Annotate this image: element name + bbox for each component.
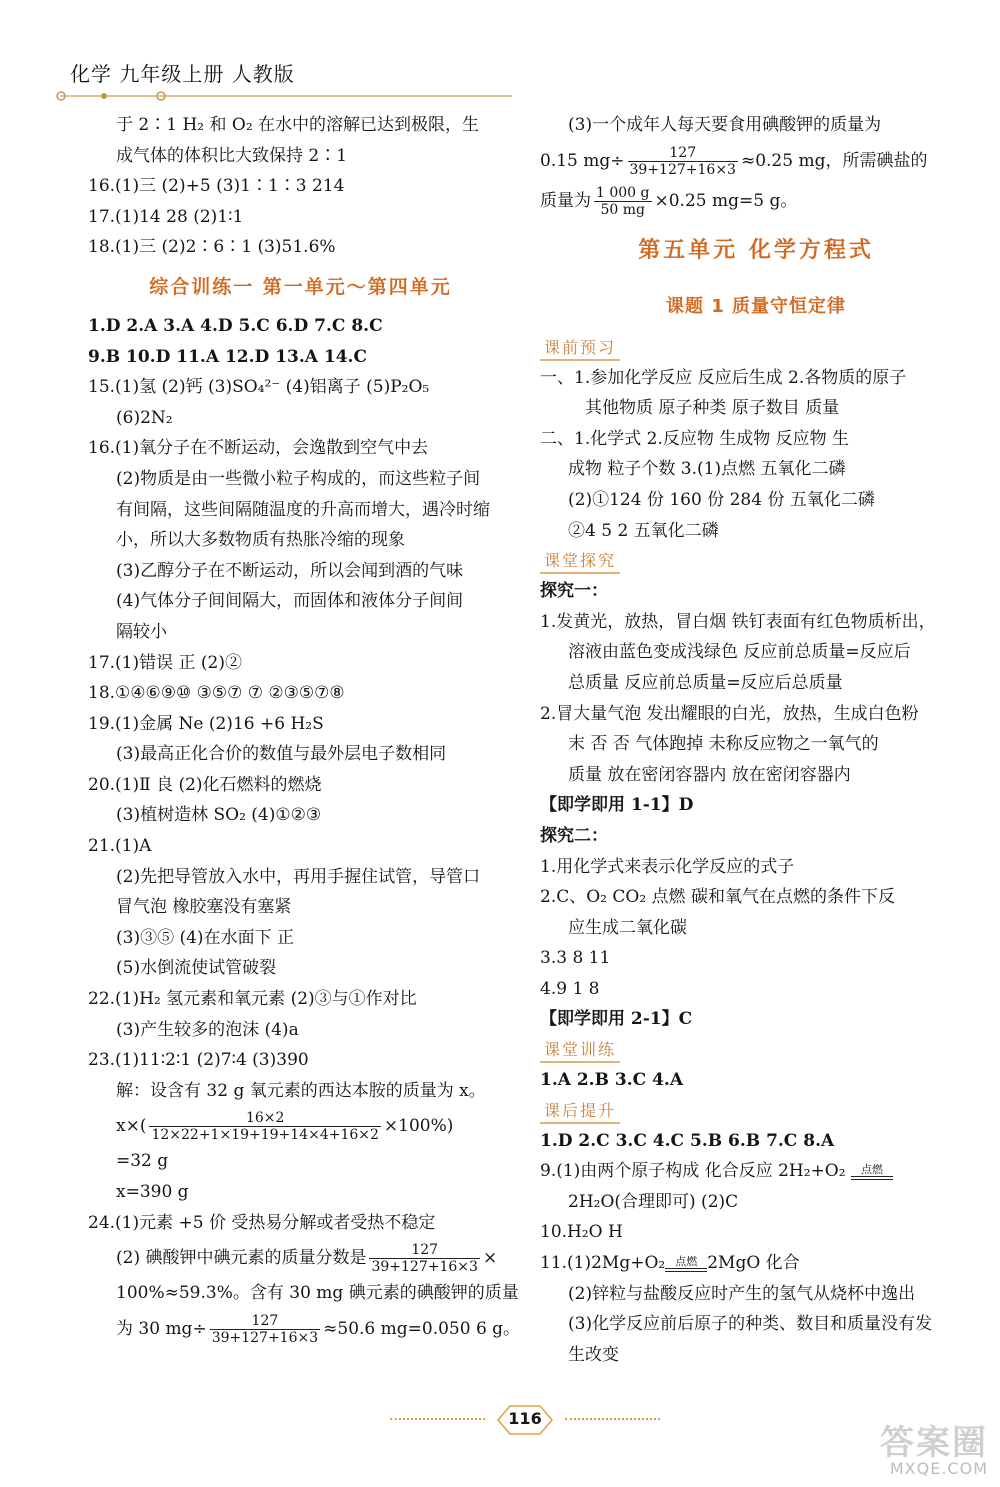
fraction-denominator: 39+127+16×3 — [211, 1329, 319, 1346]
answer-18: 18.(1)三 (2)2∶6∶1 (3)51.6% — [88, 237, 336, 258]
answer-line: 2.冒大量气泡 发出耀眼的白光，放热，生成白色粉 — [540, 703, 919, 724]
answer-line: 成物 粒子个数 3.(1)点燃 五氧化二磷 — [568, 459, 846, 480]
answer-20: 20.(1)Ⅱ 良 (2)化石燃料的燃烧 — [88, 774, 322, 795]
header-rule — [56, 89, 516, 103]
unit-title: 第五单元 化学方程式 — [638, 237, 874, 263]
formula-text: ≈0.25 mg，所需碘盐的 — [740, 150, 928, 171]
mc-answers-2: 9.B 10.D 11.A 12.D 13.A 14.C — [88, 346, 367, 367]
equation-text: 11.(1)2Mg+O₂ — [540, 1253, 666, 1274]
answer-24: 24.(1)元素 +5 价 受热易分解或者受热不稳定 — [88, 1212, 436, 1233]
formula-line — [540, 141, 972, 181]
answer-line: (3)一个成年人每天要食用碘酸钾的质量为 — [568, 115, 882, 135]
mc-answers-1: 1.D 2.A 3.A 4.D 5.C 6.D 7.C 8.C — [88, 315, 383, 336]
answer-18: 18.①④⑥⑨⑩ ③⑤⑦ ⑦ ②③⑤⑦⑧ — [88, 683, 345, 704]
reaction-condition — [851, 1164, 893, 1180]
formula-text: 质量为 — [540, 190, 591, 211]
left-column — [88, 110, 521, 1349]
formula-text: x×( — [116, 1116, 147, 1137]
fraction-numerator: 127 — [251, 1312, 279, 1329]
answer-line: (3)化学反应前后原子的种类、数目和质量没有发 — [568, 1314, 933, 1335]
answer-24-cont: 100%≈59.3%。含有 30 mg 碘元素的碘酸钾的质量 — [116, 1283, 519, 1304]
formula-text: ×0.25 mg=5 g。 — [654, 190, 798, 211]
watermark-title: 答案圈 — [880, 1423, 988, 1463]
formula-line — [88, 1106, 513, 1146]
answer-15: 15.(1)氢 (2)钙 (3)SO₄²⁻ (4)铝离子 (5)P₂O₅ — [88, 377, 430, 398]
answer-16-cont: (3)乙醇分子在不断运动，所以会闻到酒的气味 — [116, 560, 464, 581]
answer-line: 二、1.化学式 2.反应物 生成物 反应物 生 — [540, 428, 850, 449]
answer-22: 22.(1)H₂ 氢元素和氧元素 (2)③与①作对比 — [88, 989, 417, 1010]
fraction-numerator: 16×2 — [245, 1110, 285, 1127]
practice-answer: 【即学即用 2-1】C — [540, 1009, 693, 1030]
answer-line: 4.9 1 8 — [540, 978, 600, 999]
equation-text: 2MgO 化合 — [707, 1253, 800, 1274]
page-number — [490, 1400, 560, 1440]
explore-heading: 探究一： — [540, 581, 608, 602]
answer-16-cont: (4)气体分子间间隔大，而固体和液体分子间间 — [116, 591, 464, 612]
equals-sign — [851, 1176, 893, 1180]
answer-21-cont: (3)③⑤ (4)在水面下 正 — [116, 927, 294, 948]
page-number-text: 116 — [508, 1409, 542, 1428]
right-column — [540, 110, 972, 1370]
answer-line: 3.3 8 11 — [540, 948, 611, 969]
tag-training: 课堂训练 — [540, 1039, 620, 1063]
answer-17: 17.(1)错误 正 (2)② — [88, 652, 243, 673]
section-tag — [540, 546, 972, 576]
answer-23-cont: x=390 g — [116, 1182, 189, 1202]
formula-text: 0.15 mg÷ — [540, 150, 625, 171]
fraction-denominator: 39+127+16×3 — [371, 1259, 478, 1276]
answer-23-cont: =32 g — [116, 1151, 169, 1172]
answer-line: 2.C、O₂ CO₂ 点燃 碳和氧气在点燃的条件下反 — [540, 887, 895, 908]
answer-line — [540, 1248, 972, 1279]
answer-line: (2)①124 份 160 份 284 份 五氧化二磷 — [568, 489, 875, 510]
mc-answers: 1.D 2.C 3.C 4.C 5.B 6.B 7.C 8.A — [540, 1130, 835, 1151]
answer-16: 16.(1)氧分子在不断运动，会逸散到空气中去 — [88, 438, 429, 459]
fraction-denominator: 50 mg — [594, 201, 652, 218]
answer-line: 10.H₂O H — [540, 1222, 623, 1243]
formula-line — [88, 1309, 521, 1349]
answer-23: 23.(1)11∶2∶1 (2)7∶4 (3)390 — [88, 1050, 309, 1071]
answer-line: 一、1.参加化学反应 反应后生成 2.各物质的原子 — [540, 367, 907, 388]
section-tag — [540, 333, 972, 363]
answer-line: 质量 放在密闭容器内 放在密闭容器内 — [568, 764, 851, 785]
answer-16-cont: (2)物质是由一些微小粒子构成的，而这些粒子间 — [116, 468, 481, 489]
header-title: 化学 九年级上册 人教版 — [70, 62, 295, 86]
answer-line: 末 否 否 气体跑掉 未称反应物之一氧气的 — [568, 734, 879, 755]
answer-20-cont: (3)植树造林 SO₂ (4)①②③ — [116, 805, 322, 826]
fraction-numerator: 1 000 g — [596, 184, 650, 201]
answer-line: 成气体的体积比大致保持 2∶1 — [116, 145, 348, 166]
answer-16-cont: 小，所以大多数物质有热胀冷缩的现象 — [116, 530, 405, 551]
formula-text: 为 30 mg÷ — [116, 1318, 207, 1339]
answer-line: 应生成二氧化碳 — [568, 917, 687, 938]
answer-line: 其他物质 原子种类 原子数目 质量 — [585, 398, 840, 419]
explore-heading: 探究二： — [540, 825, 608, 846]
formula-text: ≈50.6 mg=0.050 6 g。 — [323, 1318, 521, 1339]
footer-dots-left — [390, 1418, 485, 1420]
lesson-title: 课题 1 质量守恒定律 — [665, 295, 847, 317]
tag-explore: 课堂探究 — [540, 550, 620, 574]
fraction-numerator: 127 — [669, 144, 697, 161]
footer-dots-right — [565, 1418, 660, 1420]
answer-line: 1.发黄光，放热，冒白烟 铁钉表面有红色物质析出， — [540, 611, 936, 632]
page-header — [70, 58, 500, 87]
mc-answers: 1.A 2.B 3.C 4.A — [540, 1070, 684, 1091]
fraction — [210, 1313, 320, 1346]
fraction — [369, 1242, 479, 1275]
fraction — [149, 1110, 380, 1143]
answer-16: 16.(1)三 (2)+5 (3)1∶1∶3 214 — [88, 176, 345, 197]
tag-preview: 课前预习 — [540, 337, 620, 361]
answer-line — [540, 1156, 972, 1187]
answer-21-cont: (5)水倒流使试管破裂 — [116, 958, 277, 979]
formula-line — [540, 181, 972, 221]
answer-line: ②4 5 2 五氧化二磷 — [568, 520, 719, 541]
fraction-denominator: 12×22+1×19+19+14×4+16×2 — [151, 1127, 379, 1144]
section-tag — [540, 1096, 972, 1126]
answer-23-cont: 解：设含有 32 g 氧元素的西达本胺的质量为 x。 — [116, 1080, 486, 1101]
answer-22-cont: (3)产生较多的泡沫 (4)a — [116, 1019, 299, 1040]
formula-line — [88, 1238, 513, 1278]
equals-sign — [665, 1268, 707, 1272]
section-title: 综合训练一 第一单元～第四单元 — [149, 275, 452, 298]
watermark-url: MXQE.COM — [889, 1459, 988, 1478]
answer-line: 总质量 反应前总质量=反应后总质量 — [568, 672, 843, 693]
answer-21-cont: 冒气泡 橡胶塞没有塞紧 — [116, 897, 292, 918]
formula-text: × — [482, 1248, 498, 1269]
formula-text: ×100%) — [383, 1116, 454, 1137]
fraction-denominator: 39+127+16×3 — [629, 161, 736, 178]
practice-answer: 【即学即用 1-1】D — [540, 795, 694, 816]
condition-label: 点燃 — [675, 1254, 698, 1268]
reaction-condition — [665, 1256, 707, 1272]
answer-line: 溶液由蓝色变成浅绿色 反应前总质量=反应后 — [568, 642, 911, 663]
answer-line: 于 2∶1 H₂ 和 O₂ 在水中的溶解已达到极限，生 — [116, 115, 480, 135]
fraction — [628, 145, 738, 178]
answer-19: 19.(1)金属 Ne (2)16 +6 H₂S — [88, 713, 324, 734]
fraction — [594, 185, 652, 218]
answer-21-cont: (2)先把导管放入水中，再用手握住试管，导管口 — [116, 866, 481, 887]
answer-line: 2H₂O(合理即可) (2)C — [568, 1191, 739, 1212]
condition-label: 点燃 — [860, 1162, 883, 1176]
answer-line: 1.用化学式来表示化学反应的式子 — [540, 856, 795, 877]
watermark-logo — [838, 1415, 988, 1480]
answer-17: 17.(1)14 28 (2)1∶1 — [88, 206, 244, 227]
answer-16-cont: 隔较小 — [116, 621, 167, 642]
answer-line: (2)锌粒与盐酸反应时产生的氢气从烧杯中逸出 — [568, 1283, 916, 1304]
answer-15-cont: (6)2N₂ — [116, 407, 173, 428]
formula-text: (2) 碘酸钾中碘元素的质量分数是 — [116, 1248, 367, 1269]
equation-text: 9.(1)由两个原子构成 化合反应 2H₂+O₂ — [540, 1161, 846, 1182]
answer-21: 21.(1)A — [88, 836, 152, 857]
section-tag — [540, 1035, 972, 1065]
answer-line: 生改变 — [568, 1344, 619, 1365]
fraction-numerator: 127 — [411, 1242, 439, 1259]
answer-19-cont: (3)最高正化合价的数值与最外层电子数相同 — [116, 744, 447, 765]
answer-16-cont: 有间隔，这些间隔随温度的升高而增大，遇冷时缩 — [116, 499, 490, 520]
tag-improve: 课后提升 — [540, 1100, 620, 1124]
